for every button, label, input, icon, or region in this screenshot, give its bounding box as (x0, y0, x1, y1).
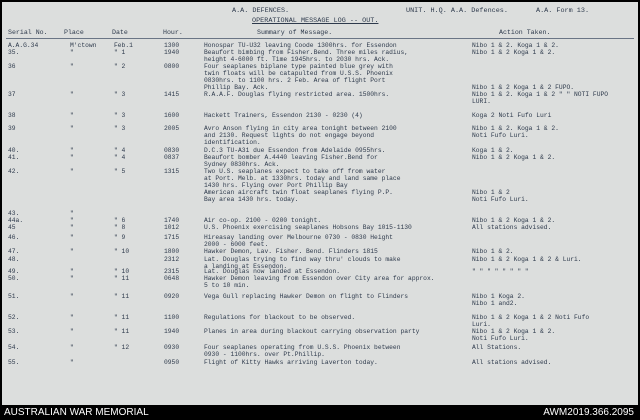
entry-hour: 2005 (164, 125, 180, 132)
entry-serial: 55. (8, 359, 20, 366)
entry-hour: 1100 (164, 314, 180, 321)
entry-summary: U.S. Phoenix exercising seaplanes Hobsons Bay 1015-1130 (204, 224, 412, 231)
entry-place: " (70, 217, 74, 224)
entry-hour: 1600 (164, 112, 180, 119)
entry-place: " (70, 328, 74, 335)
archive-name: AUSTRALIAN WAR MEMORIAL (4, 407, 149, 418)
column-header-action: Action Taken. (499, 29, 551, 36)
entry-action: Nibo 1 & 2 Koga 1 & 2. (472, 154, 556, 161)
entry-place: " (70, 154, 74, 161)
entry-hour: 1800 (164, 248, 180, 255)
entry-action: Nibo 1 & 2 Koga 1 & 2. (472, 49, 556, 56)
entry-date: " 4 (114, 147, 126, 154)
entry-summary: Regulations for blackout to be observed. (204, 314, 356, 321)
entry-action: Nibo 1 & 2 Koga 1 & 2 Noti Fufo Luri. (472, 314, 590, 328)
entry-hour: 0837 (164, 154, 180, 161)
entry-action: All stations advised. (472, 224, 552, 231)
entry-serial: 40. (8, 147, 20, 154)
entry-summary: Two U.S. seaplanes expect to take off from water at Port. Melb. at 1330hrs. today and land same place 1430 hrs. Flying over Port Phillip Bay American aircraft twin float seaplanes flying P.P. Bay area 1430 hrs. today. (204, 168, 401, 203)
entry-hour: 1012 (164, 224, 180, 231)
entry-action: Nibo 1 Koga 2. Nibo 1 and2. (472, 293, 525, 307)
entry-place: " (70, 248, 74, 255)
entry-serial: 46. (8, 234, 20, 241)
entry-date: " 11 (114, 293, 130, 300)
entry-serial: 50. (8, 275, 20, 282)
entry-serial: 53. (8, 328, 20, 335)
entry-action: Nibo 1 & 2. Koga 1 & 2 " " NOTI FUPO LURI. (472, 91, 609, 105)
entry-serial: 37 (8, 91, 16, 98)
entry-date: Feb.1 (114, 42, 133, 49)
entry-serial: 54. (8, 344, 20, 351)
entry-date: " 11 (114, 275, 130, 282)
archive-reference: AWM2019.366.2095 (543, 407, 634, 418)
entry-date: " 3 (114, 91, 126, 98)
entry-date: " 3 (114, 125, 126, 132)
entry-date: " 12 (114, 344, 130, 351)
entry-place: " (70, 359, 74, 366)
entry-summary: Hireasay landing over Melbourne 0730 - 0830 Height 2000 - 6000 feet. (204, 234, 393, 248)
entry-summary: Hawker Demon leaving from Essendon over City area for approx. 5 to 10 min. (204, 275, 435, 289)
document-title: A.A. DEFENCES. (232, 7, 290, 15)
entry-hour: 2315 (164, 268, 180, 275)
entry-action: Nibo 1 & 2 Koga 1 & 2 & Luri. (472, 256, 582, 263)
entry-place: " (70, 210, 74, 217)
entry-date: " 6 (114, 217, 126, 224)
entry-place: M'ctown (70, 42, 97, 49)
entry-serial: 52. (8, 314, 20, 321)
entry-date: " 2 (114, 63, 126, 70)
entry-date: " 9 (114, 234, 126, 241)
entry-serial: 38 (8, 112, 16, 119)
entry-serial: 47. (8, 248, 20, 255)
column-header-hour: Hour. (163, 29, 183, 36)
entry-hour: 0648 (164, 275, 180, 282)
entry-summary: Four seaplanes operating from U.S.S. Phoenix between 0930 - 1100hrs. over Pt.Phillip. (204, 344, 401, 358)
entry-summary: Honospar TU-U32 leaving Coode 1300hrs. for Essendon (204, 42, 397, 49)
entry-action: All Stations. (472, 344, 522, 351)
entry-date: " 4 (114, 154, 126, 161)
entry-hour: 2312 (164, 256, 180, 263)
entry-summary: Four seaplanes biplane type painted blue grey with twin floats will be catapulted from U.S.S. Phoenix 0830hrs. to 1100 hrs. 2 Feb. Area of flight Port Phillip Bay. Ack. (204, 63, 393, 91)
entry-serial: 36 (8, 63, 16, 70)
entry-summary: Vega Gull replacing Hawker Demon on flight to Flinders (204, 293, 409, 300)
column-header-summary: Summary of Message. (257, 29, 333, 36)
entry-place: " (70, 147, 74, 154)
entry-hour: 0830 (164, 147, 180, 154)
entry-hour: 1940 (164, 328, 180, 335)
unit-label: UNIT. H.Q. A.A. Defences. (406, 7, 508, 15)
entry-date: " 3 (114, 112, 126, 119)
entry-date: " 8 (114, 224, 126, 231)
entry-action: Nibo 1 & 2 Koga 1 & 2. Noti Fufo Luri. (472, 328, 556, 342)
entry-place: " (70, 314, 74, 321)
entry-action: Nibo 1 & 2. Koga 1 & 2. Noti Fufo Luri. (472, 125, 559, 139)
entry-hour: 1300 (164, 42, 180, 49)
entry-action: Nibo 1 & 2 Koga 1 & 2 FUPO. (472, 84, 575, 91)
entry-summary: Hackett Trainers, Essendon 2130 - 0230 (4) (204, 112, 363, 119)
entry-place: " (70, 91, 74, 98)
entry-summary: Hawker Demon, Lav. Fisher. Bend. Flinders 1815 (204, 248, 378, 255)
entry-hour: 0920 (164, 293, 180, 300)
entry-summary: Planes in area during blackout carrying observation party (204, 328, 420, 335)
entry-action: " " " " " " " " (472, 268, 529, 275)
entry-date: " 10 (114, 268, 130, 275)
entry-summary: Avro Anson flying in city area tonight between 2100 and 2130. Request lights do not engage beyond identification. (204, 125, 397, 146)
log-sheet (2, 2, 638, 405)
entry-place: " (70, 275, 74, 282)
entry-place: " (70, 344, 74, 351)
entry-summary: Beaufort bimbing from Fisher.Bend. Three miles radius, height 4-6000 ft. Time 1945hrs. to 2030 hrs. Ack. (204, 49, 409, 63)
entry-hour: 1415 (164, 91, 180, 98)
entry-action: Nibo 1 & 2 Koga 1 & 2. (472, 217, 556, 224)
entry-action: All stations advised. (472, 359, 552, 366)
entry-hour: 0800 (164, 63, 180, 70)
entry-serial: 41. (8, 154, 20, 161)
entry-date: " 11 (114, 314, 130, 321)
entry-summary: D.C.3 TU-A31 due Essendon from Adelaide 0955hrs. (204, 147, 386, 154)
entry-place: " (70, 224, 74, 231)
column-header-date: Date (112, 29, 128, 36)
entry-hour: 1715 (164, 234, 180, 241)
archive-footer (0, 405, 640, 420)
entry-hour: 1940 (164, 49, 180, 56)
entry-date: " 10 (114, 248, 130, 255)
entry-place: " (70, 234, 74, 241)
entry-date: " 5 (114, 168, 126, 175)
entry-action: Nibo 1 & 2 Noti Fufo Luri. (472, 189, 529, 203)
column-header-serial: Serial No. (8, 29, 48, 36)
form-number: A.A. Form 13. (536, 7, 590, 15)
entry-summary: Lat. Douglas trying to find way thru' clouds to make a landing at Essendon. (204, 256, 401, 270)
entry-serial: 45 (8, 224, 16, 231)
entry-place: " (70, 268, 74, 275)
entry-serial: 39 (8, 125, 16, 132)
entry-serial: 42. (8, 168, 20, 175)
entry-summary: Beaufort bomber A.4440 leaving Fisher.Bend for Sydney 0830hrs. Ack. (204, 154, 378, 168)
entry-serial: 51. (8, 293, 20, 300)
entry-summary: Lat. Douglas now landed at Essendon. (204, 268, 341, 275)
entry-serial: A.A.G.34 (8, 42, 39, 49)
entry-place: " (70, 168, 74, 175)
entry-serial: 35. (8, 49, 20, 56)
entry-hour: 0950 (164, 359, 180, 366)
entry-summary: R.A.A.F. Douglas flying restricted area. 1500hrs. (204, 91, 390, 98)
entry-summary: Air co-op. 2100 - 0200 tonight. (204, 217, 322, 224)
entry-date: " 1 (114, 49, 126, 56)
header-rule (6, 38, 634, 39)
entry-serial: 44a. (8, 217, 24, 224)
entry-date: " 11 (114, 328, 130, 335)
entry-serial: 48. (8, 256, 20, 263)
entry-action: Koga 1 & 2. (472, 147, 514, 154)
entry-action: Koga 2 Noti Fufo Luri (472, 112, 552, 119)
entry-place: " (70, 293, 74, 300)
entry-hour: 1740 (164, 217, 180, 224)
entry-place: " (70, 49, 74, 56)
entry-action: Nibo 1 & 2. (472, 248, 514, 255)
log-subtitle: OPERATIONAL MESSAGE LOG -- OUT. (252, 17, 379, 25)
entry-summary: Flight of Kitty Hawks arriving Laverton today. (204, 359, 378, 366)
entry-place: " (70, 112, 74, 119)
entry-place: " (70, 125, 74, 132)
column-header-place: Place (64, 29, 84, 36)
entry-hour: 1315 (164, 168, 180, 175)
entry-hour: 0930 (164, 344, 180, 351)
entry-serial: 43. (8, 210, 20, 217)
entry-serial: 49. (8, 268, 20, 275)
entry-place: " (70, 63, 74, 70)
entry-action: Nibo 1 & 2. Koga 1 & 2. (472, 42, 559, 49)
